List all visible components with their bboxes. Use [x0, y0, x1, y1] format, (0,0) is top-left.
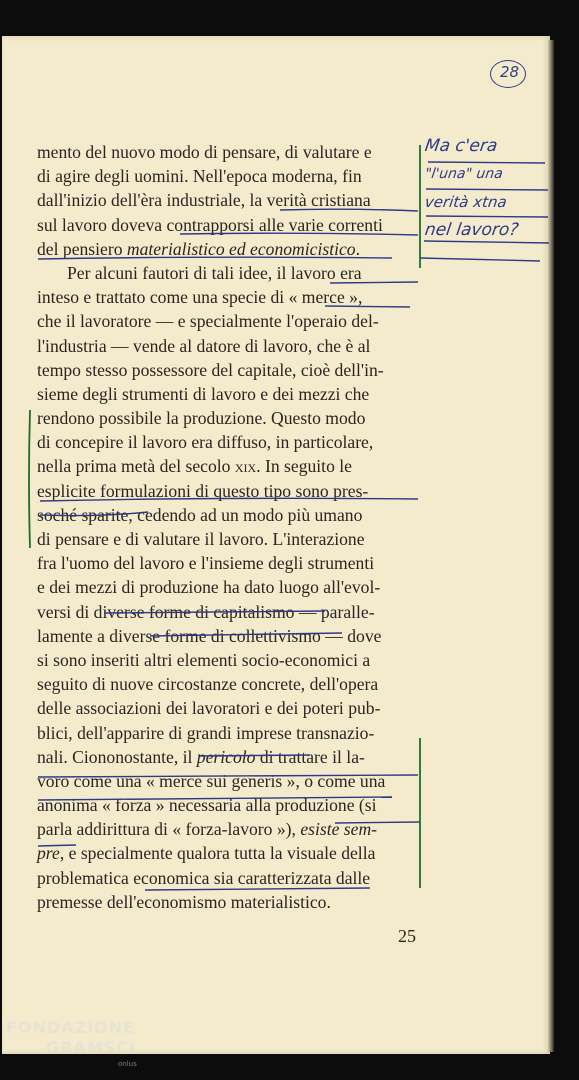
- text-line: sul lavoro doveva contrapporsi alle varie correnti: [37, 214, 383, 235]
- text-line: e dei mezzi di produzione ha dato luogo all'evol-: [37, 577, 381, 598]
- text-line: problematica economica sia caratterizzata dalle: [37, 867, 371, 888]
- margin-note-line: nel lavoro?: [423, 220, 520, 240]
- margin-bracket-line: [420, 258, 540, 261]
- text-line: rendono possibile la produzione. Questo modo: [37, 408, 366, 429]
- text-line: dall'inizio dell'èra industriale, la verità cristiana: [37, 190, 371, 211]
- underline-capitalismo: [104, 611, 325, 613]
- underline-anonima: [38, 797, 392, 800]
- text-line: fra l'uomo del lavoro e l'insieme degli strumenti: [37, 553, 375, 574]
- underline-pensiero: [38, 257, 392, 259]
- text-line: voro come una « merce sui generis », o come una: [37, 770, 386, 791]
- page-number: 25: [398, 926, 416, 946]
- text-line: si sono inseriti altri elementi socio-economici a: [37, 649, 371, 670]
- margin-underline-4: [424, 241, 549, 243]
- underline-esiste: [335, 822, 420, 823]
- text-line: di concepire il lavoro era diffuso, in particolare,: [37, 432, 374, 453]
- margin-note-line: Ma c'era: [423, 136, 499, 156]
- text-line: mento del nuovo modo di pensare, di valutare e: [37, 142, 372, 162]
- text-line: seguito di nuove circostanze concrete, dell'opera: [37, 674, 379, 695]
- underline-merce: [325, 306, 410, 307]
- archive-number: 28: [500, 63, 520, 81]
- text-line: pre , e specialmente qualora tutta la visuale della: [37, 843, 376, 864]
- text-line: sieme degli strumenti di lavoro e dei mezzi che: [37, 383, 370, 404]
- text-line: delle associazioni dei lavoratori e dei poteri pub-: [37, 698, 381, 719]
- text-line: nali. Ciononostante, il pericolo di trattare il la-: [37, 746, 365, 767]
- text-line: blici, dell'apparire di grandi imprese transnazio-: [37, 722, 375, 743]
- text-line: l'industria — vende al datore di lavoro, che è al: [37, 335, 371, 356]
- text-line: nella prima metà del secolo xix . In seguito le: [37, 456, 352, 477]
- fondazione-gramsci-watermark: FONDAZIONE GRAMSCI onlus: [6, 1018, 137, 1068]
- text-line: di pensare e di valutare il lavoro. L'interazione: [37, 529, 365, 549]
- text-line: versi di diverse forme di capitalismo — paralle-: [37, 601, 375, 622]
- green-margin-line-left: [29, 410, 30, 548]
- margin-note-line: verità xtna: [423, 193, 509, 211]
- underline-esplicite: [40, 498, 418, 501]
- text-line: lamente a diverse forme di collettivismo — dove: [37, 625, 382, 646]
- text-line: inteso e trattato come una specie di « merce »,: [37, 287, 363, 308]
- underline-collettivismo: [150, 633, 342, 636]
- text-line: di agire degli uomini. Nell'epoca moderna, fin: [37, 166, 362, 187]
- text-line: anonima « forza » necessaria alla produzione (si: [37, 795, 377, 816]
- underline-pre: [38, 845, 76, 846]
- text-line: del pensiero materialistico ed economicistico .: [37, 238, 360, 259]
- underline-soche-sparite: [40, 512, 148, 516]
- underline-verita-cristiana: [280, 209, 418, 211]
- text-line: soché sparite, cedendo ad un modo più umano: [37, 504, 363, 525]
- text-line: premesse dell'economismo materialistico.: [37, 891, 331, 912]
- margin-underline-2: [426, 189, 548, 190]
- margin-note-line: "l'una" una: [423, 166, 504, 182]
- underline-economismo: [145, 888, 370, 890]
- margin-underline-3: [426, 216, 548, 217]
- underline-lavoro-era: [330, 282, 418, 283]
- underline-pericolo: [200, 755, 310, 756]
- text-line: che il lavoratore — e specialmente l'operaio del-: [37, 311, 379, 332]
- margin-underline-1: [428, 162, 545, 163]
- text-line: esplicite formulazioni di questo tipo sono pres-: [37, 480, 369, 501]
- text-line: parla addirittura di « forza-lavoro »), esiste sem-: [37, 819, 378, 840]
- underline-contrapporsi: [180, 233, 418, 235]
- text-line: tempo stesso possessore del capitale, cioè dell'in-: [37, 359, 384, 380]
- text-line: Per alcuni fautori di tali idee, il lavoro era: [67, 262, 362, 283]
- underline-lavoro-merce: [38, 775, 418, 777]
